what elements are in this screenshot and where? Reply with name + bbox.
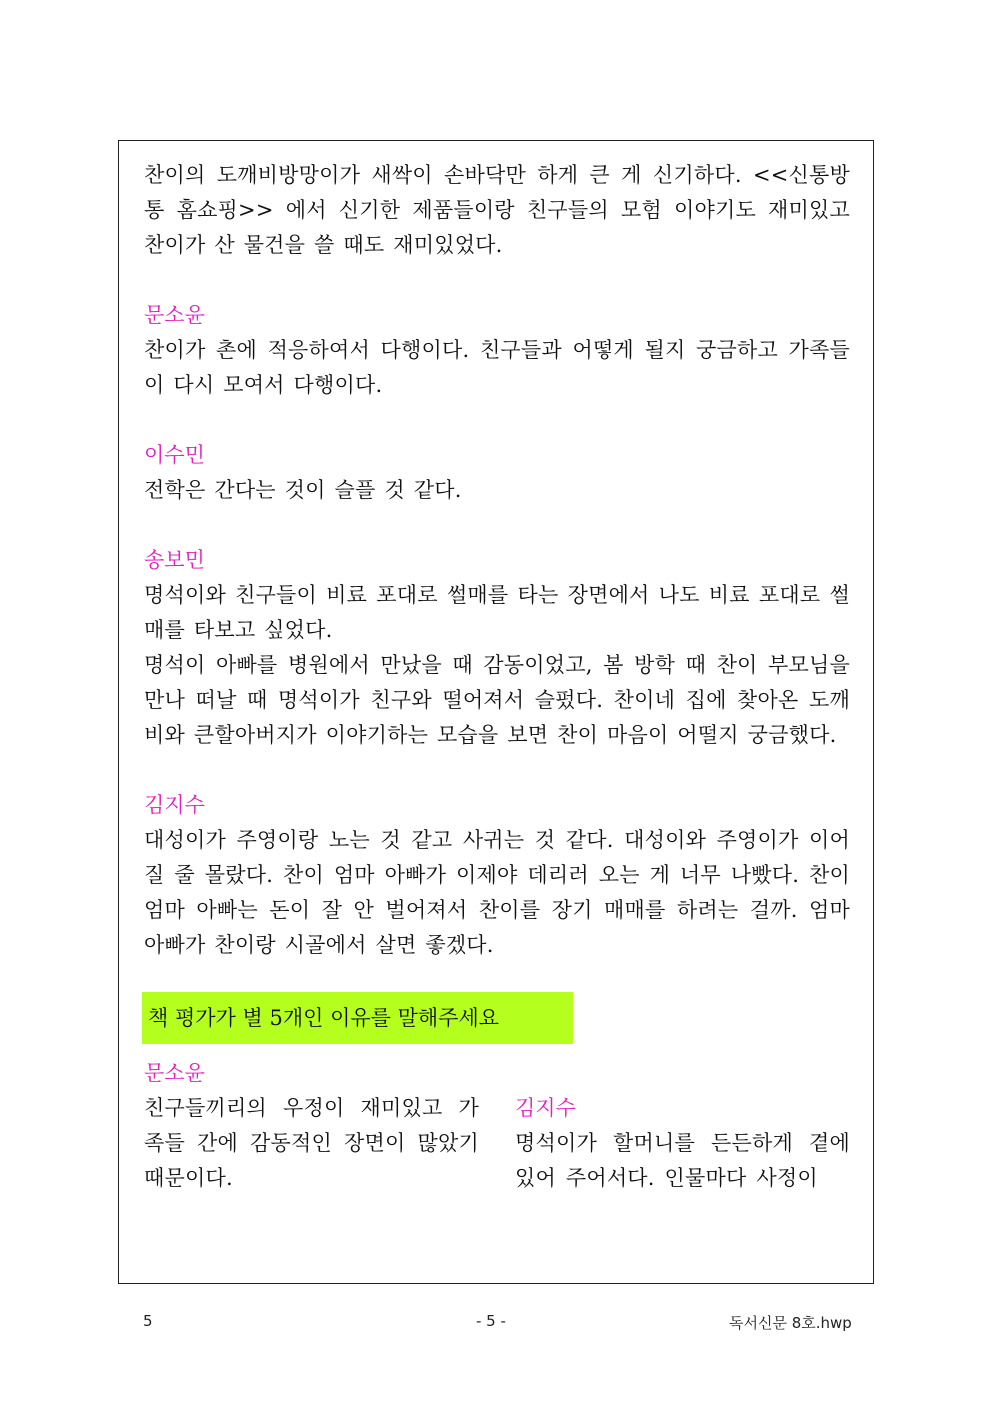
reviewer-name: 문소윤 [144, 303, 205, 327]
answer-text: 명석이가 할머니를 든든하게 곁에 있어 주어서다. 인물마다 사정이 [515, 1131, 850, 1190]
answer-left [144, 1056, 479, 1196]
opening-paragraph: 찬이의 도깨비방망이가 새싹이 손바닥만 하게 큰 게 신기하다. <<신통방통 홈쇼핑>> 에서 신기한 제품들이랑 친구들의 모험 이야기도 재미있고 찬이가 산 물건을 쓸 때도 재미있었다. [144, 163, 850, 257]
review-text: 전학은 간다는 것이 슬플 것 같다. [144, 478, 462, 502]
reviewer-name: 김지수 [144, 793, 205, 817]
answer-text: 친구들끼리의 우정이 재미있고 가족들 간에 감동적인 장면이 많았기 때문이다. [144, 1096, 479, 1190]
footer-page-number-center: - 5 - [476, 1312, 506, 1330]
reviewer-name: 이수민 [144, 443, 205, 467]
review-text: 명석이 아빠를 병원에서 만났을 때 감동이었고, 봄 방학 때 찬이 부모님을 만나 떠날 때 명석이가 친구와 떨어져서 슬펐다. 찬이네 집에 찾아온 도깨비와 큰할아버지가 이야기하는 모습을 보면 찬이 마음이 어떨지 궁금했다. [144, 653, 850, 747]
section-heading: 책 평가가 별 5개인 이유를 말해주세요 [142, 992, 573, 1044]
review-kim-jisu [144, 788, 850, 963]
review-moon-soyun [144, 298, 850, 403]
review-text: 대성이가 주영이랑 노는 것 같고 사귀는 것 같다. 대성이와 주영이가 이어질 줄 몰랐다. 찬이 엄마 아빠가 이제야 데리러 오는 게 너무 나빴다. 찬이 엄마 아빠는 돈이 잘 안 벌어져서 찬이를 장기 매매를 하려는 걸까. 엄마 아빠가 찬이랑 시골에서 살면 좋겠다. [144, 828, 850, 957]
two-column-answers [144, 1056, 850, 1196]
review-text: 명석이와 친구들이 비료 포대로 썰매를 타는 장면에서 나도 비료 포대로 썰매를 타보고 싶었다. [144, 583, 850, 642]
review-song-bomin [144, 543, 850, 753]
reviewer-name: 송보민 [144, 548, 205, 572]
review-text: 찬이가 촌에 적응하여서 다행이다. 친구들과 어떻게 될지 궁금하고 가족들이 다시 모여서 다행이다. [144, 338, 850, 397]
reviewer-name: 김지수 [515, 1096, 576, 1120]
answer-right [515, 1056, 850, 1196]
review-lee-sumin [144, 438, 850, 508]
footer-page-number-left: 5 [143, 1312, 153, 1330]
reviewer-name: 문소윤 [144, 1061, 205, 1085]
footer-filename: 독서신문 8호.hwp [729, 1314, 852, 1332]
article-content [144, 158, 850, 1196]
